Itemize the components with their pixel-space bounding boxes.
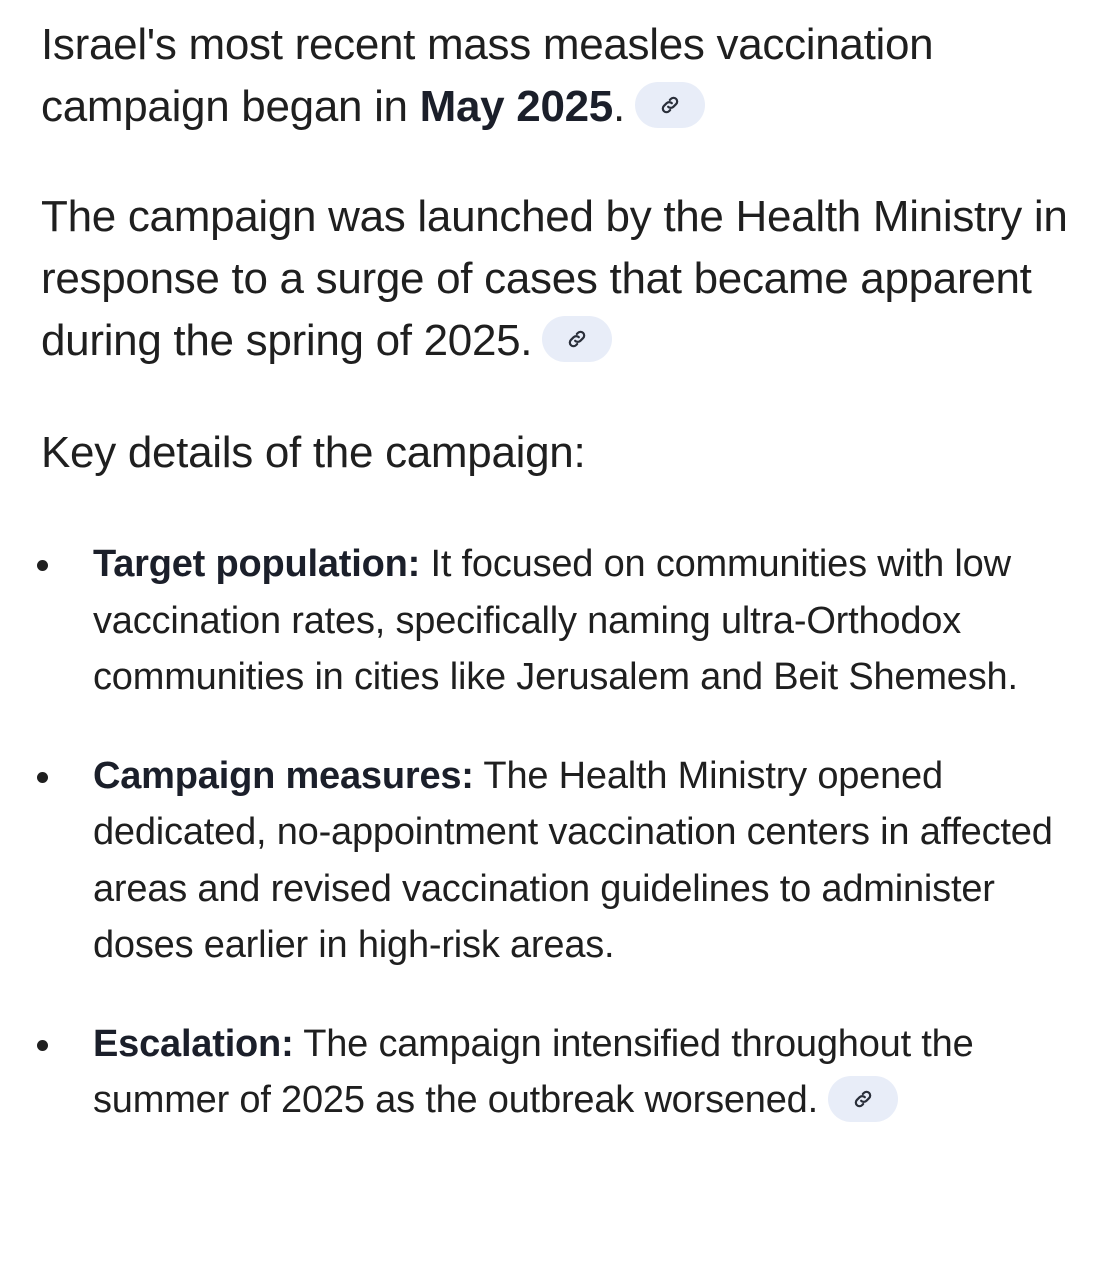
intro-text: Israel's most recent mass measles vaccination campaign began in — [41, 20, 934, 131]
list-item — [41, 536, 1071, 706]
link-icon — [566, 328, 588, 350]
bullet-label: Escalation: — [93, 1022, 294, 1065]
link-icon — [852, 1088, 874, 1110]
bullet-dot — [37, 560, 48, 571]
launch-paragraph — [41, 186, 1071, 372]
launch-text: The campaign was launched by the Health Ministry in response to a surge of cases that became apparent during the spring of 2025. — [41, 192, 1068, 365]
list-item — [41, 1016, 1071, 1129]
bullet-label: Target population: — [93, 543, 421, 585]
bullet-label: Campaign measures: — [93, 754, 474, 797]
section-heading: Key details of the campaign: — [41, 428, 586, 477]
bullet-text: The campaign intensified throughout the summer of 2025 as the outbreak worsened. — [93, 1022, 974, 1121]
bullet-dot — [37, 1040, 48, 1051]
intro-period: . — [612, 82, 625, 131]
source-link-button[interactable] — [542, 316, 612, 362]
list-item — [41, 748, 1071, 974]
response-content — [41, 14, 1071, 1129]
source-link-button[interactable] — [635, 82, 705, 128]
bullet-dot — [37, 772, 48, 783]
intro-paragraph — [41, 14, 1071, 138]
campaign-date: May 2025 — [419, 82, 613, 131]
key-details-list — [41, 536, 1071, 1129]
bullet-text: The Health Ministry opened dedicated, no-appointment vaccination centers in affected areas and revised vaccination guidelines to administer doses earlier in high-risk areas. — [93, 754, 1053, 966]
link-icon — [659, 94, 681, 116]
source-link-button[interactable] — [828, 1076, 898, 1122]
bullet-text: It focused on communities with low vaccination rates, specifically naming ultra-Orthodox communities in cities like Jerusalem and Beit Shemesh. — [93, 543, 1018, 698]
